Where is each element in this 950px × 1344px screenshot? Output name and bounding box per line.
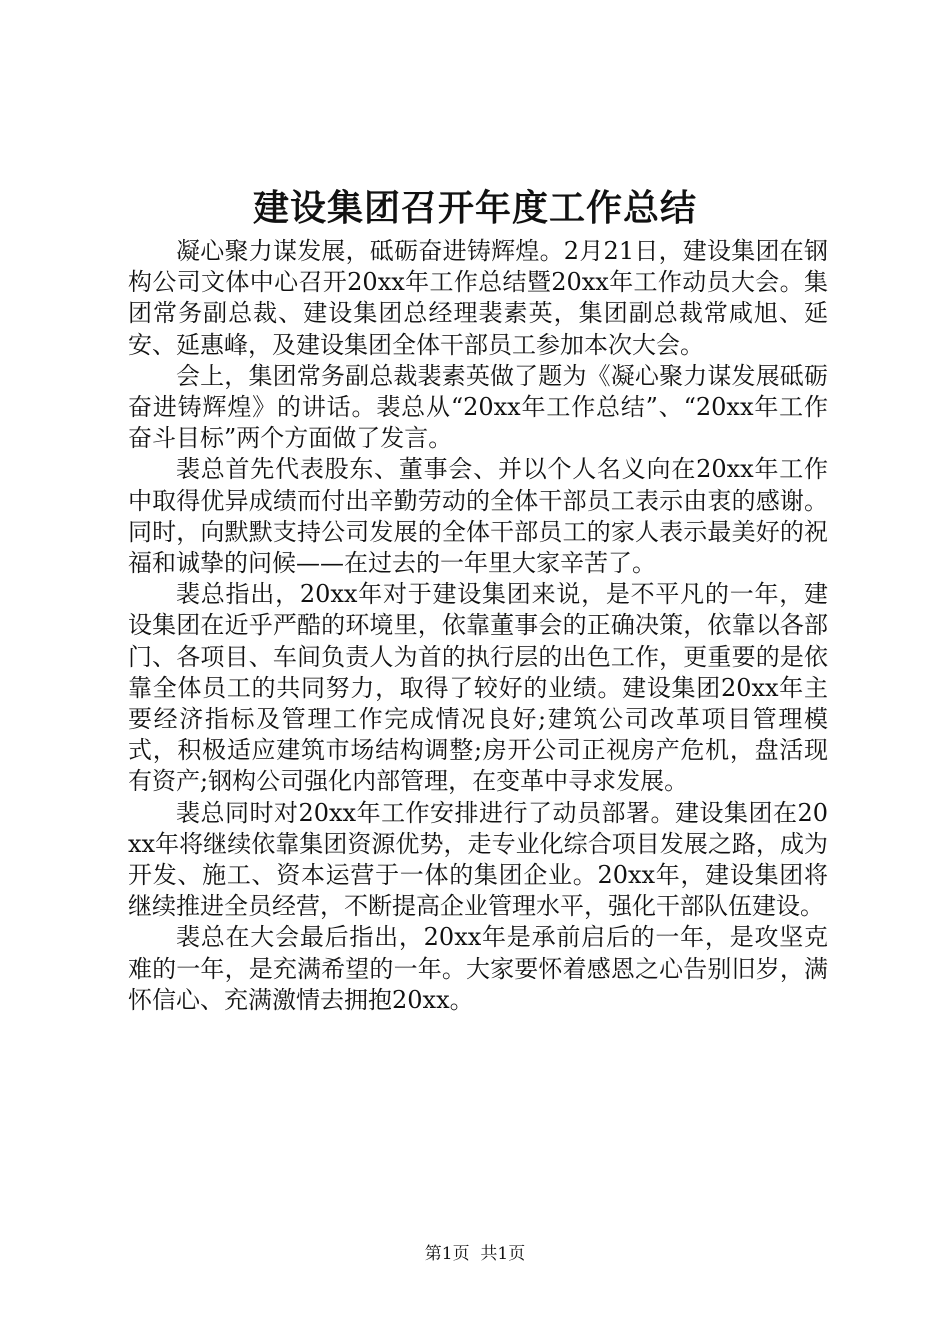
paragraph-4: 裴总指出，20xx年对于建设集团来说，是不平凡的一年，建设集团在近乎严酷的环境里，依靠董事会的正确决策，依靠以各部门、各项目、车间负责人为首的执行层的出色工作，更重要的是依靠全体员工的共同努力，取得了较好的业绩。建设集团20xx年主要经济指标及管理工作完成情况良好;建筑公司改革项目管理模式，积极适应建筑市场结构调整;房开公司正视房产危机，盘活现有资产;钢构公司强化内部管理，在变革中寻求发展。 bbox=[128, 580, 828, 796]
document-title: 建设集团召开年度工作总结 bbox=[252, 187, 697, 229]
paragraph-2: 会上，集团常务副总裁裴素英做了题为《凝心聚力谋发展砥砺奋进铸辉煌》的讲话。裴总从“20xx年工作总结”、“20xx年工作奋斗目标”两个方面做了发言。 bbox=[128, 361, 828, 453]
page-number-footer: 第1页 共1页 bbox=[424, 1244, 526, 1264]
paragraph-6: 裴总在大会最后指出，20xx年是承前启后的一年，是攻坚克难的一年，是充满希望的一年。大家要怀着感恩之心告别旧岁，满怀信心、充满激情去拥抱20xx。 bbox=[128, 923, 828, 1014]
paragraph-5: 裴总同时对20xx年工作安排进行了动员部署。建设集团在20xx年将继续依靠集团资源优势，走专业化综合项目发展之路，成为开发、施工、资本运营于一体的集团企业。20xx年，建设集团将继续推进全员经营，不断提高企业管理水平，强化干部队伍建设。 bbox=[128, 798, 828, 921]
paragraph-3: 裴总首先代表股东、董事会、并以个人名义向在20xx年工作中取得优异成绩而付出辛勤劳动的全体干部员工表示由衷的感谢。同时，向默默支持公司发展的全体干部员工的家人表示最美好的祝福和诚挚的问候——在过去的一年里大家辛苦了。 bbox=[128, 455, 828, 578]
paragraph-1: 凝心聚力谋发展，砥砺奋进铸辉煌。2月21日，建设集团在钢构公司文体中心召开20xx年工作总结暨20xx年工作动员大会。集团常务副总裁、建设集团总经理裴素英，集团副总裁常咸旭、延安、延惠峰，及建设集团全体干部员工参加本次大会。 bbox=[128, 237, 828, 359]
document-body bbox=[128, 236, 828, 1016]
